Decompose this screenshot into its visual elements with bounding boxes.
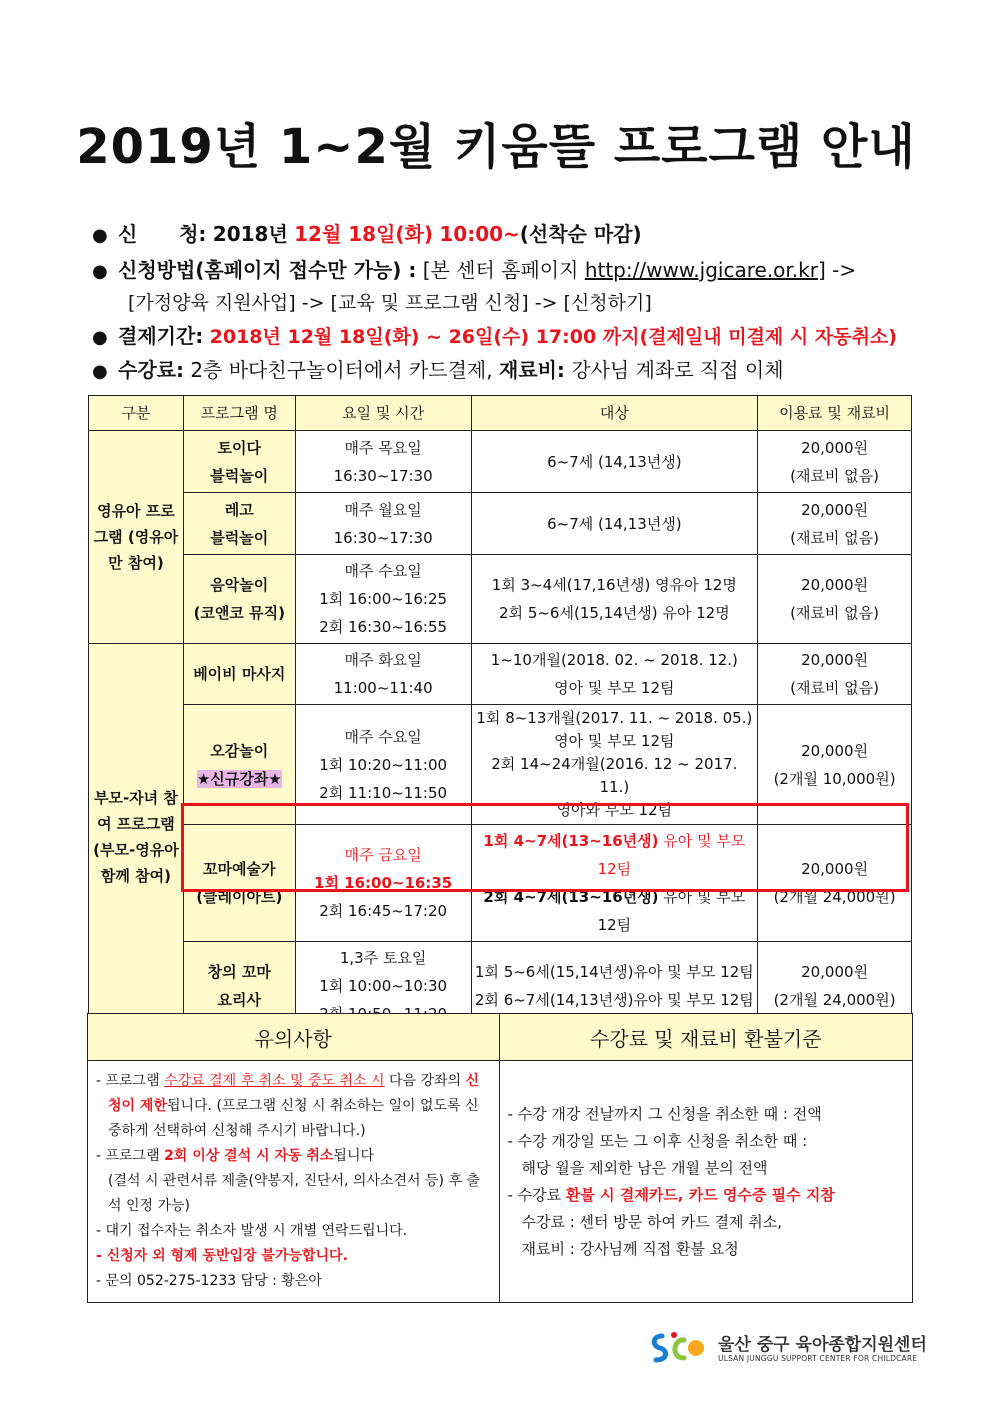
- table-header-row: [89, 396, 912, 431]
- logo-name: 울산 중구 육아종합지원센터: [718, 1335, 927, 1355]
- table-row: [89, 705, 912, 825]
- page-title: 2019년 1~2월 키움뜰 프로그램 안내: [76, 119, 916, 175]
- table-row: [89, 825, 912, 942]
- fee: 20,000원 (재료비 없음): [758, 493, 912, 555]
- program-name: 레고 블럭놀이: [183, 493, 295, 555]
- schedule: 1,3주 토요일 1회 10:00~10:30: [295, 942, 471, 1031]
- fee: 20,000원 (2개월 24,000원): [758, 825, 912, 942]
- target: 1회 5~6세(15,14년생)유아 및 부모 12팀 2회 6~7세(14,13년생)유아 및 부모 12팀: [471, 942, 758, 1031]
- refund-detail: 해당 월을 제외한 남은 개월 분의 전액: [521, 1158, 768, 1177]
- program-name: 꼬마예술가 (클레이아트): [183, 825, 295, 942]
- header-category: 구분: [89, 396, 184, 431]
- refund-content: [499, 1061, 913, 1303]
- header-program: 프로그램 명: [183, 396, 295, 431]
- note-contact: - 문의 052-275-1233 담당 : 황은아: [96, 1273, 322, 1289]
- info-apply: ● 신 청: 2018년 12월 18일(화) 10:00~(선착순 마감): [92, 219, 642, 251]
- header-fee: 이용료 및 재료비: [758, 396, 912, 431]
- note-item: - 프로그램 수강료 결제 후 취소 및 중도 취소 시 다음 강좌의 신청이 제한됩니다. (프로그램 신청 시 취소하는 일이 없도록 신중하게 선택하여 신청해 주시기 바랍니다.): [96, 1073, 480, 1139]
- schedule: 매주 월요일 16:30~17:30: [295, 493, 471, 555]
- program-name: 오감놀이 ★신규강좌★: [183, 705, 295, 825]
- info-method: ● 신청방법(홈페이지 접수만 가능) : [본 센터 홈페이지 http://www.jgicare.or.kr] ->: [92, 255, 856, 287]
- info-method-path: [가정양육 지원사업] -> [교육 및 프로그램 신청] -> [신청하기]: [128, 292, 652, 314]
- refund-item: - 수강 개강일 또는 그 이후 신청을 취소한 때 :: [507, 1131, 808, 1150]
- info-fee: ● 수강료: 2층 바다친구놀이터에서 카드결제, 재료비: 강사님 계좌로 직접 이체: [92, 355, 784, 387]
- refund-detail: 수강료 : 센터 방문 하여 카드 결제 취소,: [521, 1212, 783, 1231]
- group-infant: 영유아 프로그램 (영유아만 참여): [89, 431, 184, 644]
- table-row: [89, 431, 912, 493]
- center-logo: [648, 1328, 927, 1368]
- notes-title: 유의사항: [88, 1014, 500, 1061]
- bullet-icon: ●: [92, 225, 108, 246]
- homepage-link[interactable]: http://www.jgicare.or.kr: [584, 258, 818, 282]
- target: 6~7세 (14,13년생): [471, 493, 758, 555]
- fee: 20,000원 (재료비 없음): [758, 555, 912, 644]
- schedule: 매주 수요일 1회 16:00~16:25 2회 16:30~16:55: [295, 555, 471, 644]
- note-item: - 신청자 외 형제 동반입장 불가능합니다.: [96, 1248, 348, 1264]
- notes-table: [87, 1013, 913, 1303]
- bullet-icon: ●: [92, 261, 108, 282]
- logo-subtitle: ULSAN JUNGGU SUPPORT CENTER FOR CHILDCARE: [718, 1354, 918, 1363]
- header-schedule: 요일 및 시간: [295, 396, 471, 431]
- refund-title: 수강료 및 재료비 환불기준: [499, 1014, 913, 1061]
- table-row: [89, 644, 912, 705]
- logo-icon: [648, 1328, 712, 1368]
- target: 1회 4~7세(13~16년생) 유아 및 부모 12팀 2회 4~7세(13~16년생) 유아 및 부모 12팀: [471, 825, 758, 942]
- group-parent-child: 부모-자녀 참여 프로그램 (부모-영유아 함께 참여): [89, 644, 184, 1031]
- new-course-badge: ★신규강좌★: [196, 769, 282, 788]
- bullet-icon: ●: [92, 361, 108, 382]
- schedule: 매주 수요일 1회 10:20~11:00 2회 11:10~11:50: [295, 705, 471, 825]
- refund-item: - 수강료 환불 시 결제카드, 카드 영수증 필수 지참: [507, 1185, 835, 1204]
- note-item: - 프로그램 2회 이상 결석 시 자동 취소됩니다: [96, 1148, 374, 1164]
- refund-detail: 재료비 : 강사님께 직접 환불 요청: [521, 1239, 739, 1258]
- fee: 20,000원 (재료비 없음): [758, 644, 912, 705]
- notes-content: [88, 1061, 500, 1303]
- program-table: [88, 395, 912, 1031]
- refund-item: - 수강 개강 전날까지 그 신청을 취소한 때 : 전액: [507, 1104, 822, 1123]
- target: 1~10개월(2018. 02. ~ 2018. 12.) 영아 및 부모 12팀: [471, 644, 758, 705]
- target: 6~7세 (14,13년생): [471, 431, 758, 493]
- bullet-icon: ●: [92, 327, 108, 348]
- program-name: 베이비 마사지: [183, 644, 295, 705]
- table-row: [89, 493, 912, 555]
- fee: 20,000원 (재료비 없음): [758, 431, 912, 493]
- info-payment: ● 결제기간: 2018년 12월 18일(화) ~ 26일(수) 17:00 까지(결제일내 미결제 시 자동취소): [92, 321, 897, 353]
- table-row: [89, 555, 912, 644]
- note-item: - 대기 접수자는 취소자 발생 시 개별 연락드립니다.: [96, 1223, 408, 1239]
- program-name: 창의 꼬마 요리사: [183, 942, 295, 1031]
- schedule: 매주 화요일 11:00~11:40: [295, 644, 471, 705]
- target: 1회 8~13개월(2017. 11. ~ 2018. 05.) 영아 및 부모 12팀 2회 14~24개월(2016. 12 ~ 2017. 11.) 영아와 부모 12팀: [471, 705, 758, 825]
- fee: 20,000원 (2개월 24,000원): [758, 942, 912, 1031]
- schedule: 매주 목요일 16:30~17:30: [295, 431, 471, 493]
- target: 1회 3~4세(17,16년생) 영유아 12명 2회 5~6세(15,14년생) 유아 12명: [471, 555, 758, 644]
- schedule: 매주 금요일 1회 16:00~16:35 2회 16:45~17:20: [295, 825, 471, 942]
- program-name: 토이다 블럭놀이: [183, 431, 295, 493]
- note-detail: (결석 시 관련서류 제출(약봉지, 진단서, 의사소견서 등) 후 출석 인정 가능): [108, 1173, 480, 1214]
- header-target: 대상: [471, 396, 758, 431]
- program-name: 음악놀이 (코앤코 뮤직): [183, 555, 295, 644]
- fee: 20,000원 (2개월 10,000원): [758, 705, 912, 825]
